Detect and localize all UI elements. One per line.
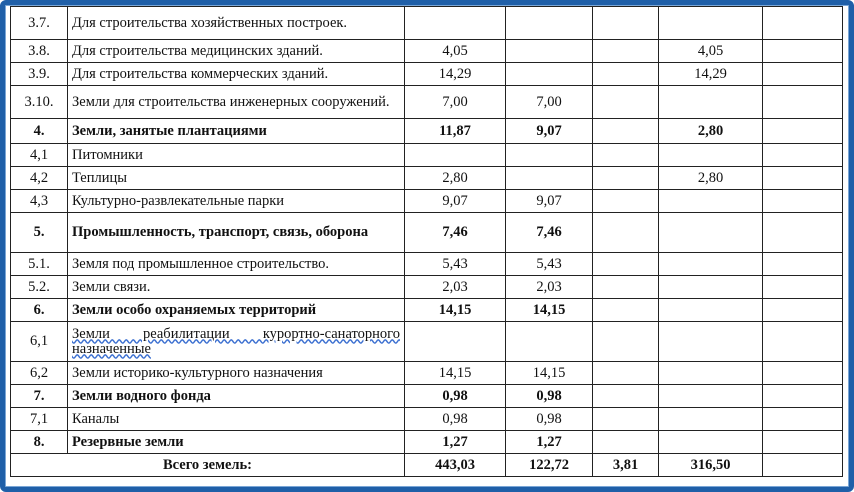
cell-total: 14,15	[405, 362, 506, 385]
cell-total: 0,98	[405, 385, 506, 408]
cell-col3	[593, 63, 659, 86]
cell-col2: 1,27	[506, 431, 593, 454]
cell-col5	[763, 7, 843, 40]
cell-col5	[763, 362, 843, 385]
row-number: 3.7.	[11, 7, 68, 40]
row-name: Каналы	[68, 408, 405, 431]
cell-col3	[593, 385, 659, 408]
cell-col5	[763, 385, 843, 408]
row-name: Для строительства коммерческих зданий.	[68, 63, 405, 86]
row-number: 8.	[11, 431, 68, 454]
row-number: 3.9.	[11, 63, 68, 86]
total-cell-total: 443,03	[405, 454, 506, 477]
cell-col4: 2,80	[659, 167, 763, 190]
row-name: Для строительства хозяйственных построек.	[68, 7, 405, 40]
cell-col2: 5,43	[506, 253, 593, 276]
row-number: 4.	[11, 119, 68, 144]
table-row	[11, 385, 843, 408]
table-row	[11, 63, 843, 86]
cell-col5	[763, 144, 843, 167]
cell-total: 7,46	[405, 213, 506, 253]
cell-col2	[506, 144, 593, 167]
row-name: Теплицы	[68, 167, 405, 190]
cell-col5	[763, 322, 843, 362]
cell-col4: 4,05	[659, 40, 763, 63]
cell-total: 0,98	[405, 408, 506, 431]
cell-total: 14,29	[405, 63, 506, 86]
table-row	[11, 322, 843, 362]
cell-col2: 0,98	[506, 385, 593, 408]
total-cell-col3: 3,81	[593, 454, 659, 477]
cell-col5	[763, 119, 843, 144]
cell-col2	[506, 167, 593, 190]
row-name: Земли связи.	[68, 276, 405, 299]
row-name: Земли, занятые плантациями	[68, 119, 405, 144]
cell-col2: 7,00	[506, 86, 593, 119]
cell-col2: 9,07	[506, 119, 593, 144]
cell-total: 9,07	[405, 190, 506, 213]
row-name: Земли особо охраняемых территорий	[68, 299, 405, 322]
cell-col3	[593, 40, 659, 63]
row-number: 5.	[11, 213, 68, 253]
cell-col4	[659, 322, 763, 362]
cell-total	[405, 7, 506, 40]
cell-col5	[763, 253, 843, 276]
cell-col2: 9,07	[506, 190, 593, 213]
cell-col3	[593, 322, 659, 362]
row-number: 6,2	[11, 362, 68, 385]
row-name: Земли историко-культурного назначения	[68, 362, 405, 385]
table-body	[11, 7, 843, 477]
row-number: 7.	[11, 385, 68, 408]
total-label: Всего земель:	[11, 454, 405, 477]
cell-col4	[659, 253, 763, 276]
row-number: 4,3	[11, 190, 68, 213]
cell-col5	[763, 299, 843, 322]
cell-col4	[659, 299, 763, 322]
row-name: Земли для строительства инженерных сооружений.	[68, 86, 405, 119]
cell-col2: 7,46	[506, 213, 593, 253]
table-row	[11, 431, 843, 454]
cell-col5	[763, 63, 843, 86]
total-row	[11, 454, 843, 477]
cell-col4	[659, 385, 763, 408]
cell-col5	[763, 40, 843, 63]
cell-col3	[593, 86, 659, 119]
row-number: 3.8.	[11, 40, 68, 63]
row-number: 6,1	[11, 322, 68, 362]
cell-col2: 2,03	[506, 276, 593, 299]
cell-col2	[506, 7, 593, 40]
cell-total: 11,87	[405, 119, 506, 144]
cell-col5	[763, 276, 843, 299]
table-row	[11, 362, 843, 385]
row-name: Земли водного фонда	[68, 385, 405, 408]
cell-total: 5,43	[405, 253, 506, 276]
table-row	[11, 213, 843, 253]
table-row	[11, 7, 843, 40]
row-number: 6.	[11, 299, 68, 322]
cell-col4	[659, 431, 763, 454]
cell-col3	[593, 431, 659, 454]
row-number: 5.1.	[11, 253, 68, 276]
cell-col2	[506, 40, 593, 63]
cell-col5	[763, 408, 843, 431]
cell-col4	[659, 190, 763, 213]
row-name-text: Земли реабилитации курортно-санаторного назначенные	[72, 325, 400, 357]
row-name: Земля под промышленное строительство.	[68, 253, 405, 276]
cell-col3	[593, 299, 659, 322]
cell-col3	[593, 144, 659, 167]
row-name: Резервные земли	[68, 431, 405, 454]
cell-col3	[593, 167, 659, 190]
cell-col3	[593, 276, 659, 299]
table-row	[11, 167, 843, 190]
cell-total: 4,05	[405, 40, 506, 63]
cell-col4: 2,80	[659, 119, 763, 144]
row-number: 4,2	[11, 167, 68, 190]
cell-col2: 14,15	[506, 299, 593, 322]
row-name	[68, 322, 405, 362]
cell-col3	[593, 408, 659, 431]
cell-col4	[659, 86, 763, 119]
table-row	[11, 253, 843, 276]
total-cell-col5	[763, 454, 843, 477]
cell-col4	[659, 362, 763, 385]
row-name: Промышленность, транспорт, связь, оборона	[68, 213, 405, 253]
cell-col2	[506, 322, 593, 362]
table-row	[11, 40, 843, 63]
cell-col4: 14,29	[659, 63, 763, 86]
cell-col4	[659, 408, 763, 431]
row-name: Для строительства медицинских зданий.	[68, 40, 405, 63]
row-name: Культурно-развлекательные парки	[68, 190, 405, 213]
cell-col5	[763, 167, 843, 190]
row-number: 7,1	[11, 408, 68, 431]
cell-col3	[593, 7, 659, 40]
cell-col2: 14,15	[506, 362, 593, 385]
cell-col5	[763, 86, 843, 119]
table-row	[11, 86, 843, 119]
total-cell-col4: 316,50	[659, 454, 763, 477]
land-table	[10, 6, 843, 477]
cell-total: 2,80	[405, 167, 506, 190]
cell-col4	[659, 213, 763, 253]
row-number: 5.2.	[11, 276, 68, 299]
cell-col3	[593, 119, 659, 144]
table-row	[11, 119, 843, 144]
cell-col3	[593, 213, 659, 253]
row-number: 4,1	[11, 144, 68, 167]
table-row	[11, 144, 843, 167]
cell-col3	[593, 253, 659, 276]
row-number: 3.10.	[11, 86, 68, 119]
cell-col5	[763, 431, 843, 454]
cell-total: 14,15	[405, 299, 506, 322]
cell-col2: 0,98	[506, 408, 593, 431]
cell-col4	[659, 7, 763, 40]
table-row	[11, 408, 843, 431]
cell-col4	[659, 144, 763, 167]
cell-total	[405, 144, 506, 167]
row-name: Питомники	[68, 144, 405, 167]
table-row	[11, 276, 843, 299]
cell-total: 7,00	[405, 86, 506, 119]
total-cell-col2: 122,72	[506, 454, 593, 477]
cell-col3	[593, 362, 659, 385]
cell-total: 2,03	[405, 276, 506, 299]
cell-col4	[659, 276, 763, 299]
cell-col5	[763, 213, 843, 253]
cell-total: 1,27	[405, 431, 506, 454]
table-row	[11, 299, 843, 322]
cell-col3	[593, 190, 659, 213]
table-row	[11, 190, 843, 213]
cell-total	[405, 322, 506, 362]
cell-col2	[506, 63, 593, 86]
cell-col5	[763, 190, 843, 213]
